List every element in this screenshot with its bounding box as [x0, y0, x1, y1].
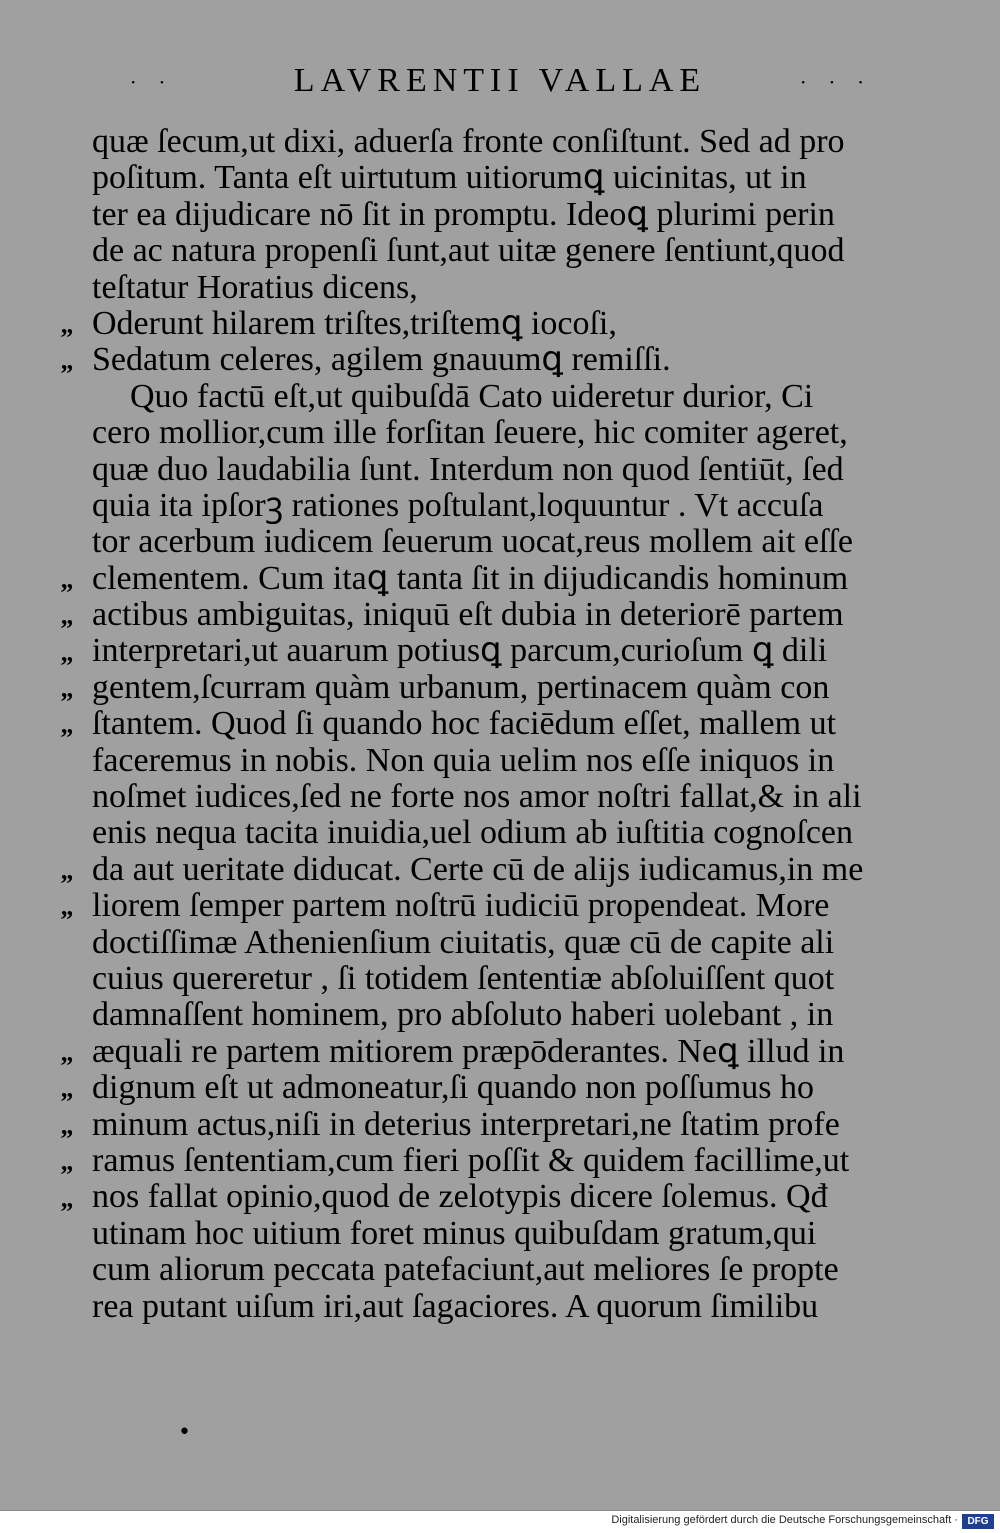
- text-line: noſmet iudices,ſed ne forte nos amor noſtri fallat,& in ali: [92, 779, 862, 816]
- footer-bar: [0, 1510, 1000, 1533]
- text-line: doctiſſimæ Athenienſium ciuitatis, quæ cū de capite ali: [92, 924, 835, 961]
- text-line: rea putant uiſum iri,aut ſagaciores. A quorum ſimilibu: [92, 1288, 819, 1325]
- text-line: æquali re partem mitiorem præpōderantes. Neꝗ illud in: [92, 1033, 845, 1070]
- text-line: teſtatur Horatius dicens,: [92, 269, 418, 306]
- text-line: clementem. Cum itaꝗ tanta ſit in dijudicandis hominum: [92, 560, 849, 597]
- text-line: quæ duo laudabilia ſunt. Interdum non quod ſentiūt, ſed: [92, 451, 844, 488]
- text-line: minum actus,niſi in deterius interpretari,ne ſtatim profe: [92, 1106, 840, 1143]
- bottom-ornament: •: [178, 1420, 191, 1445]
- text-line: tor acerbum iudicem ſeuerum uocat,reus mollem ait eſſe: [92, 524, 853, 561]
- text-line: actibus ambiguitas, iniquū eſt dubia in deteriorē partem: [92, 597, 844, 634]
- text-line: liorem ſemper partem noſtrū iudiciū propendeat. More: [92, 888, 830, 925]
- footer-credit: Digitalisierung gefördert durch die Deutsche Forschungsgemeinschaft ·: [611, 1514, 958, 1526]
- text-line: cuius quereretur , ſi totidem ſententiæ abſoluiſſent quot: [92, 960, 835, 997]
- quotation-marker: „: [60, 1074, 74, 1104]
- text-line: nos fallat opinio,quod de zelotypis dicere ſolemus. Qđ: [92, 1179, 828, 1216]
- text-line: ſtantem. Quod ſi quando hoc faciēdum eſſet, mallem ut: [92, 706, 837, 743]
- quotation-marker: „: [60, 1110, 74, 1140]
- text-line: cum aliorum peccata patefaciunt,aut meliores ſe propte: [92, 1252, 839, 1289]
- header-ornament-right: · · ·: [800, 70, 872, 94]
- text-line: interpretari,ut auarum potiusꝗ parcum,curioſum ꝗ dili: [92, 633, 828, 670]
- quotation-marker: „: [60, 1038, 74, 1067]
- quotation-marker: „: [60, 856, 74, 885]
- quotation-marker: „: [60, 310, 74, 339]
- quotation-marker: „: [60, 346, 74, 376]
- dfg-logo: DFG: [962, 1514, 994, 1529]
- text-line: utinam hoc uitium foret minus quibuſdam gratum,qui: [92, 1215, 817, 1252]
- text-line: Oderunt hilarem triſtes,triſtemꝗ iocoſi,: [92, 305, 617, 342]
- text-line: damnaſſent hominem, pro abſoluto haberi uolebant , in: [92, 997, 834, 1034]
- quotation-marker: „: [60, 637, 74, 667]
- body-text: [92, 124, 952, 1325]
- text-line: poſitum. Tanta eſt uirtutum uitiorumꝗ uicinitas, ut in: [92, 160, 807, 197]
- text-line: dignum eſt ut admoneatur,ſi quando non poſſumus ho: [92, 1070, 815, 1107]
- text-line: ramus ſententiam,cum fieri poſſit & quidem facillime,ut: [92, 1142, 850, 1179]
- quotation-marker: „: [60, 710, 74, 740]
- text-line: quæ ſecum,ut dixi, aduerſa fronte conſiſtunt. Sed ad pro: [92, 124, 845, 160]
- text-line: enis nequa tacita inuidia,uel odium ab iuſtitia cognoſcen: [92, 815, 853, 852]
- page-header-title: LAVRENTII VALLAE: [293, 62, 707, 99]
- quotation-marker: „: [60, 1147, 74, 1177]
- text-line: cero mollior,cum ille forſitan ſeuere, hic comiter ageret,: [92, 415, 848, 452]
- text-line: ter ea dijudicare nō ſit in promptu. Ideoꝗ plurimi perin: [92, 196, 835, 233]
- text-line: de ac natura propenſi ſunt,aut uitæ genere ſentiunt,quod: [92, 233, 845, 270]
- quotation-marker: „: [60, 564, 74, 594]
- quotation-marker: „: [60, 674, 74, 703]
- quotation-marker: „: [60, 601, 74, 631]
- text-line: da aut ueritate diducat. Certe cū de alijs iudicamus,in me: [92, 851, 864, 888]
- text-line: faceremus in nobis. Non quia uelim nos eſſe iniquos in: [92, 742, 835, 779]
- quotation-marker: „: [60, 1183, 74, 1213]
- text-line: Quo factū eſt,ut quibuſdā Cato uideretur durior, Ci: [130, 378, 814, 415]
- header-ornament-left: · ·: [130, 70, 174, 94]
- text-line: quia ita ipſorꝫ rationes poſtulant,loquuntur . Vt accuſa: [92, 487, 824, 524]
- text-line: Sedatum celeres, agilem gnauumꝗ remiſſi.: [92, 342, 671, 379]
- text-line: gentem,ſcurram quàm urbanum, pertinacem quàm con: [92, 669, 830, 706]
- quotation-marker: „: [60, 892, 74, 922]
